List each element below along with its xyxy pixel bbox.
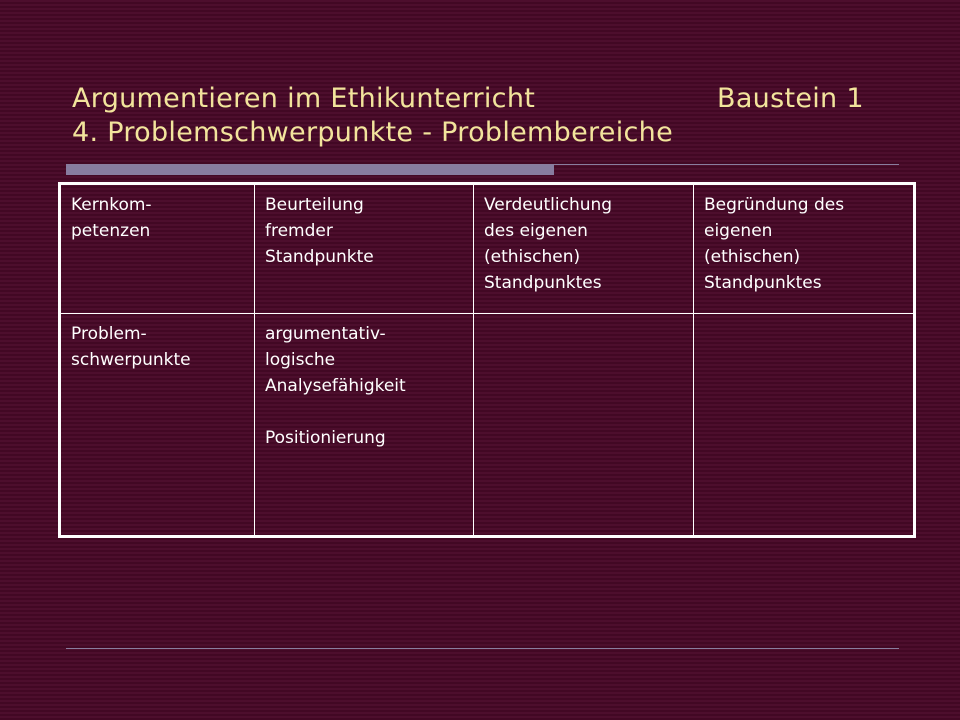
title-line-1 (72, 82, 902, 116)
footer-divider-line (66, 648, 899, 649)
title-line-2: 4. Problemschwerpunkte - Problembereiche (72, 117, 673, 148)
row-cell-empty-2 (694, 314, 915, 537)
header-cell-kernkompetenzen: Kernkom- petenzen (60, 184, 255, 314)
row-cell-analysefaehigkeit: argumentativ- logische Analysefähigkeit Positionierung (255, 314, 474, 537)
table-header-row (60, 184, 915, 314)
row-cell-empty-1 (474, 314, 694, 537)
table-row (60, 314, 915, 537)
header-cell-begruendung: Begründung des eigenen (ethischen) Standpunktes (694, 184, 915, 314)
slide-title (72, 82, 902, 150)
title-topic: Argumentieren im Ethikunterricht (72, 83, 536, 114)
header-cell-verdeutlichung: Verdeutlichung des eigenen (ethischen) Standpunktes (474, 184, 694, 314)
title-module: Baustein 1 (717, 83, 864, 114)
header-cell-beurteilung: Beurteilung fremder Standpunkte (255, 184, 474, 314)
title-accent-bar (66, 165, 554, 175)
row-cell-problemschwerpunkte: Problem- schwerpunkte (60, 314, 255, 537)
competence-table (58, 182, 916, 538)
